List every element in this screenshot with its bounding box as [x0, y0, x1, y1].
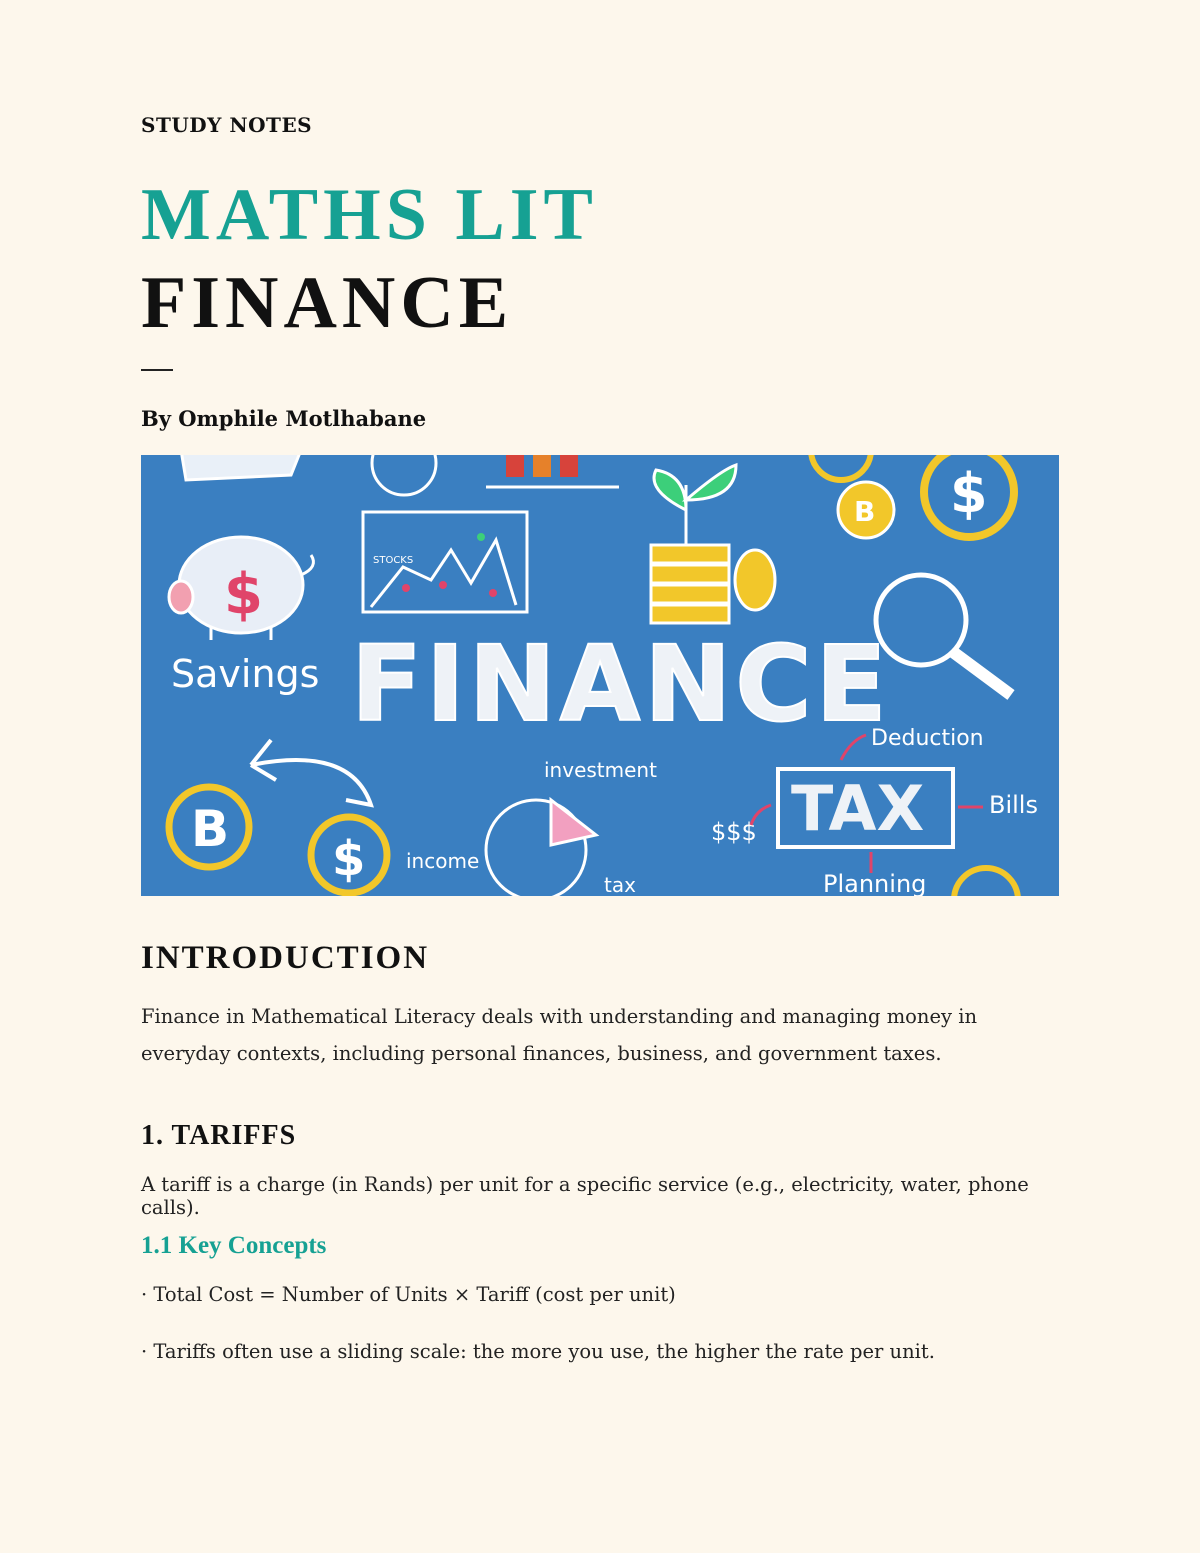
finance-banner-image — [141, 455, 1059, 896]
investment-label: investment — [544, 758, 657, 782]
eyebrow-label: STUDY NOTES — [141, 113, 313, 137]
title-divider — [141, 369, 173, 371]
tariffs-heading: 1. TARIFFS — [141, 1120, 297, 1151]
finance-banner-word: FINANCE — [351, 623, 891, 745]
tax-small-label: tax — [604, 873, 636, 896]
dollar-coin-bottom-icon — [311, 817, 387, 893]
bills-label: Bills — [989, 791, 1038, 819]
svg-text:B: B — [191, 800, 230, 858]
money-label: $$$ — [711, 818, 757, 846]
introduction-heading: INTRODUCTION — [141, 940, 430, 976]
svg-text:B: B — [854, 495, 876, 528]
deduction-label: Deduction — [871, 726, 984, 751]
list-item: · Total Cost = Number of Units × Tariff (cost per unit) — [141, 1283, 676, 1306]
tax-box-label: TAX — [791, 772, 925, 845]
partial-badge-icon — [181, 455, 301, 480]
planning-label: Planning — [823, 870, 927, 896]
dollar-coin-icon — [924, 455, 1014, 537]
title-line-1: MATHS LIT — [141, 174, 598, 256]
bitcoin-coin-icon — [838, 482, 894, 538]
author-byline: By Omphile Motlhabane — [141, 406, 427, 431]
key-concepts-subheading: 1.1 Key Concepts — [141, 1232, 327, 1259]
income-label: income — [406, 849, 480, 873]
tariffs-text: A tariff is a charge (in Rands) per unit for a specific service (e.g., electricity, water, phone calls). — [141, 1173, 1029, 1219]
introduction-text: Finance in Mathematical Literacy deals with understanding and managing money in everyday contexts, including personal finances, business, and government taxes. — [141, 1005, 978, 1065]
svg-text:$: $ — [950, 462, 988, 525]
list-item: · Tariffs often use a sliding scale: the more you use, the higher the rate per unit. — [141, 1340, 935, 1363]
title-line-2: FINANCE — [141, 262, 514, 344]
svg-text:$: $ — [332, 831, 366, 887]
stocks-label: STOCKS — [373, 555, 414, 566]
bitcoin-coin-bottom-icon — [169, 787, 249, 867]
dollar-sign-icon: $ — [224, 562, 263, 627]
savings-label: Savings — [171, 652, 320, 696]
